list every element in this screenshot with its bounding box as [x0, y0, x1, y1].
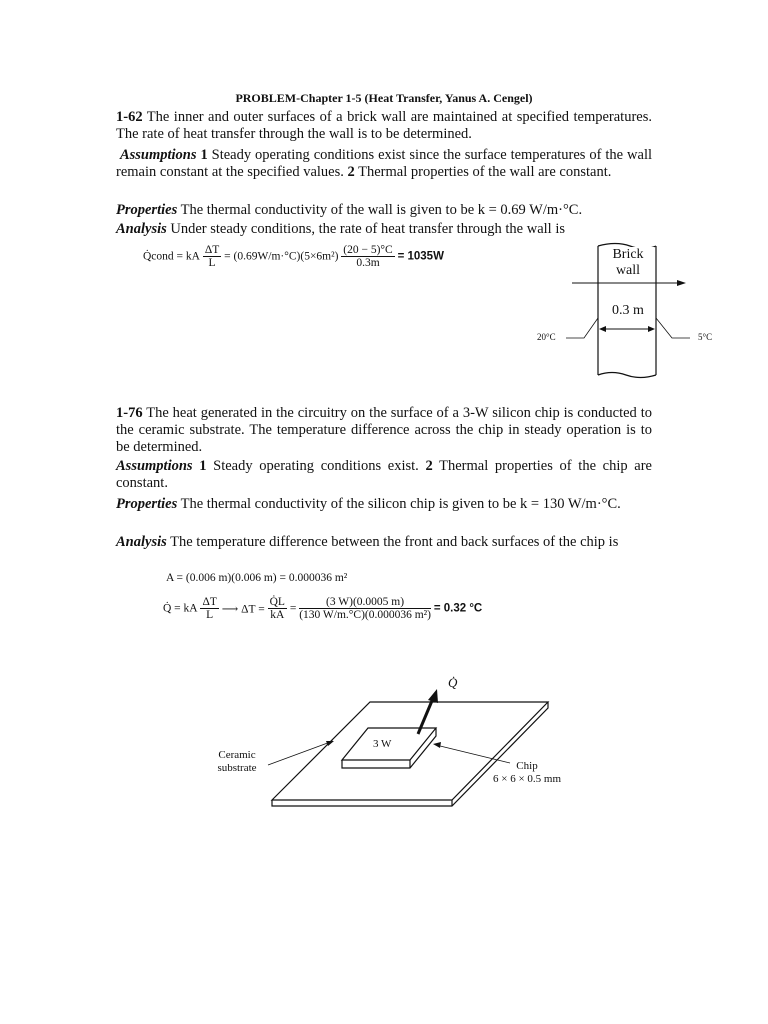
- frac-den: L: [208, 257, 216, 269]
- assumption-num-1: 1: [192, 458, 214, 474]
- heat-arrow-head: [428, 689, 438, 703]
- substrate-label-line-2: substrate: [217, 762, 257, 774]
- assumption-num-2: 2: [425, 458, 433, 474]
- statement-text: The inner and outer surfaces of a brick wall are maintained at specified temperatures. The rate of heat transfer through the wall is to be determined.: [116, 109, 652, 142]
- frac-num: (3 W)(0.0005 m): [299, 596, 431, 609]
- frac-den: kA: [270, 609, 285, 621]
- properties-label: Properties: [116, 202, 178, 218]
- frac-den: L: [206, 609, 214, 621]
- assumption-text-2: Thermal properties of the wall are constant.: [354, 164, 612, 180]
- analysis-text: Under steady conditions, the rate of heat transfer through the wall is: [166, 221, 565, 237]
- assumptions-label: Assumptions: [116, 458, 193, 474]
- frac-num: ΔT: [204, 244, 220, 256]
- eq-arrow: ⟶ ΔT =: [221, 603, 265, 616]
- eq-result: = 1035W: [397, 250, 444, 263]
- analysis-label: Analysis: [116, 221, 167, 237]
- assumption-text: Steady operating conditions exist.: [213, 458, 426, 474]
- equation-area: A = (0.006 m)(0.006 m) = 0.000036 m²: [166, 572, 348, 584]
- frac-den: (130 W/m.°C)(0.000036 m²): [299, 609, 431, 621]
- problem-number: 1-62: [116, 109, 143, 125]
- chip-label: [487, 760, 567, 786]
- eq-mid: = (0.69W/m·°C)(5×6m²): [224, 250, 339, 263]
- inner-temp-label: 20°C: [537, 332, 556, 342]
- page-title: PROBLEM-Chapter 1-5 (Heat Transfer, Yanus A. Cengel): [235, 91, 533, 105]
- thickness-label: 0.3 m: [612, 303, 644, 318]
- outer-temp-label: 5°C: [698, 332, 713, 342]
- frac-num: Q̇L: [269, 596, 285, 608]
- properties-text: The thermal conductivity of the wall is given to be k = 0.69 W/m·°C.: [177, 202, 583, 218]
- assumption-num-1: 1: [196, 147, 212, 163]
- chip-dims-label: 6 × 6 × 0.5 mm: [492, 773, 562, 785]
- eq-equals: =: [289, 602, 297, 615]
- problem-number: 1-76: [116, 405, 143, 421]
- chip-label-line-1: Chip: [516, 760, 538, 772]
- analysis-text: The temperature difference between the front and back surfaces of the chip is: [166, 534, 619, 550]
- assumption-text-2: Thermal properties of the chip are constant.: [116, 458, 652, 491]
- substrate-label: [212, 749, 262, 775]
- properties-label: Properties: [116, 496, 178, 512]
- frac-num: (20 − 5)°C: [343, 244, 393, 256]
- properties-text: The thermal conductivity of the silicon chip is given to be k = 130 W/m·°C.: [177, 496, 621, 512]
- assumption-text: Steady operating conditions exist since the surface temperatures of the wall remain constant at the specified values.: [116, 147, 653, 180]
- wall-label-line-1: Brick: [612, 247, 644, 262]
- substrate-label-line-1: Ceramic: [218, 749, 256, 761]
- assumptions-label: Assumptions: [119, 147, 197, 163]
- eq-lhs: Q̇cond = kA: [143, 250, 200, 263]
- frac-num: ΔT: [202, 596, 217, 608]
- analysis-label: Analysis: [116, 534, 167, 550]
- frac-den: 0.3m: [356, 257, 380, 269]
- eq-lhs: Q̇ = kA: [163, 602, 198, 615]
- eq-result: = 0.32 °C: [433, 602, 483, 615]
- statement-text: The heat generated in the circuitry on the surface of a 3-W silicon chip is conducted to the ceramic substrate. The temperature difference across the chip in steady operation is to be determined.: [116, 405, 652, 455]
- wall-label-line-2: wall: [615, 263, 641, 278]
- q-dot-label: Q̇: [448, 675, 458, 690]
- chip-power-label: 3 W: [373, 738, 392, 750]
- assumption-num-2: 2: [347, 164, 355, 180]
